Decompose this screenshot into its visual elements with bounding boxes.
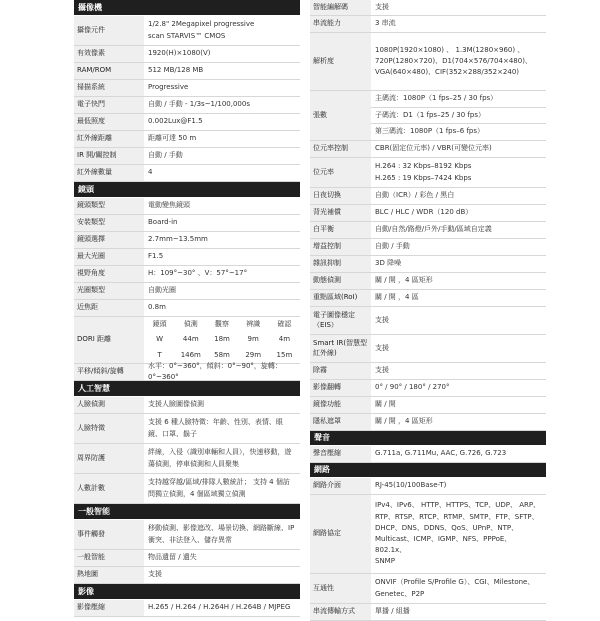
spec-row [74, 80, 300, 97]
spec-value-line: 支援 [148, 570, 162, 579]
spec-label: 解析度 [310, 33, 371, 90]
section-header: 影像 [74, 584, 300, 600]
spec-row [74, 97, 300, 114]
spec-label: 有效像素 [74, 46, 144, 62]
spec-value-line: 蕩偵測，停車偵測和人員聚集 [148, 459, 239, 468]
spec-value [144, 80, 300, 96]
spec-value-line: 單播 / 組播 [375, 607, 410, 616]
spec-value-line: 自動 / 手動 [148, 151, 183, 160]
spec-value-line: SNMP [375, 557, 395, 566]
spec-label: 周界防護 [74, 444, 144, 473]
spec-label: 視野角度 [74, 266, 144, 282]
spec-value-line: RTP、RTSP、RTCP、RTMP、SMTP、FTP、SFTP、 [375, 512, 539, 521]
spec-value-line: 距離可達 50 m [148, 134, 197, 143]
spec-value-line: Multicast、ICMP、IGMP、NFS、PPPoE、802.1x、 [375, 535, 512, 555]
dori-cell: 44m [182, 335, 199, 344]
spec-value-line: G.711a, G.711Mu, AAC, G.726, G.723 [375, 449, 507, 458]
spec-row [310, 273, 546, 290]
spec-value-line: 支援 [375, 343, 389, 352]
spec-label: 最低照度 [74, 114, 144, 130]
spec-value [371, 158, 546, 187]
spec-value [144, 361, 300, 381]
spec-row [310, 16, 546, 33]
spec-value [144, 131, 300, 147]
spec-label: 張數 [310, 91, 371, 140]
spec-value-line: 0.002Lux@F1.5 [148, 117, 203, 126]
spec-value-line: Progressive [148, 83, 189, 92]
spec-value [144, 114, 300, 130]
spec-value [144, 97, 300, 113]
section-header: 人工智慧 [74, 381, 300, 397]
spec-row [74, 361, 300, 381]
spec-value-line: H：109°~30° 、V：57°~17° [148, 269, 248, 278]
section-header: 一般智能 [74, 504, 300, 520]
spec-value-line: Genetec、P2P [375, 589, 425, 598]
spec-row [310, 335, 546, 363]
spec-value-line: 物品遺留 / 遺失 [148, 553, 197, 562]
spec-label: 人臉偵測 [74, 397, 144, 413]
spec-value [144, 300, 300, 316]
spec-value-line: 自動 / 手動 [375, 242, 410, 251]
spec-label: 最大光圈 [74, 249, 144, 265]
spec-value [371, 495, 546, 573]
spec-value [371, 478, 546, 494]
spec-row [74, 63, 300, 80]
dori-cell: 9m [247, 335, 259, 344]
spec-row [310, 380, 546, 397]
spec-value [144, 550, 300, 566]
spec-row [310, 222, 546, 239]
spec-label: 事件觸發 [74, 520, 144, 549]
spec-value [144, 567, 300, 583]
spec-value [371, 307, 546, 334]
spec-row [74, 148, 300, 165]
spec-label: 近焦距 [74, 300, 144, 316]
spec-label: 動態偵測 [310, 273, 371, 289]
spec-value [144, 397, 300, 413]
spec-value [371, 141, 546, 157]
spec-value-line: 絆線，入侵（識別車輛和人員），快速移動，遊 [148, 448, 292, 457]
spec-label: 電子圖像穩定（EIS） [310, 307, 371, 334]
spec-value [371, 414, 546, 430]
spec-value-line: 水平：0°~360°，傾斜：0°~90°，旋轉：0°~360° [148, 361, 282, 381]
spec-row [74, 165, 300, 182]
spec-value-line: 關 / 開 ，4 區矩形 [375, 417, 433, 426]
spec-label: 網路介面 [310, 478, 371, 494]
spec-value-line: scan STARVIS™ CMOS [148, 31, 226, 40]
section-header: 聲音 [310, 431, 546, 446]
dori-table [144, 317, 300, 363]
spec-row [310, 0, 546, 16]
spec-label: 平移/傾斜/旋轉 [74, 364, 144, 380]
spec-value [144, 520, 300, 549]
spec-label: 背光補償 [310, 205, 371, 221]
spec-row [74, 397, 300, 414]
spec-label: 位元率控制 [310, 141, 371, 157]
spec-row [74, 567, 300, 584]
spec-label: DORI 距離 [74, 317, 144, 363]
spec-value-line: 關 / 開 ，4 區 [375, 293, 419, 302]
dori-cell: 146m [180, 350, 201, 359]
spec-row [74, 444, 300, 474]
spec-value-line: 2.7mm~13.5mm [148, 235, 208, 244]
spec-value [144, 165, 300, 181]
spec-value [144, 444, 300, 473]
spec-value [371, 604, 546, 620]
spec-value-line: DHCP、DNS、DDNS、QoS、UPnP、NTP、 [375, 523, 519, 532]
dori-cell: 4m [278, 335, 291, 344]
spec-label: 鏡頭選擇 [74, 232, 144, 248]
spec-value-line: 3 串流 [375, 19, 396, 28]
spec-value-line: 自動/自然/路燈/戶外/手動/區域自定義 [375, 225, 492, 234]
dori-cell: 偵測 [183, 319, 198, 328]
spec-label: 一般智能 [74, 550, 144, 566]
spec-value [144, 474, 300, 503]
spec-row [74, 283, 300, 300]
spec-value [371, 205, 546, 221]
dori-cell: 辨識 [246, 319, 261, 328]
spec-label: 隱私遮罩 [310, 414, 371, 430]
spec-row [74, 520, 300, 550]
spec-value [371, 33, 546, 90]
spec-value-line: ONVIF（Profile S/Profile G）、CGI、Milestone、 [375, 578, 535, 587]
spec-value-line: 支持越穿越/區域/排隊人數統計； 支持 4 個訪 [148, 478, 290, 487]
spec-value [371, 91, 546, 140]
spec-label: 智能編解碼 [310, 0, 371, 15]
dori-cell: 18m [214, 335, 230, 344]
spec-value [144, 600, 300, 616]
spec-value-line: F1.5 [148, 252, 164, 261]
spec-value-line: CBR(固定位元率) / VBR(可變位元率) [375, 144, 492, 153]
spec-value [371, 335, 546, 362]
spec-row [74, 198, 300, 215]
spec-value [144, 249, 300, 265]
spec-row [74, 232, 300, 249]
spec-value-line: 支援 [375, 315, 389, 324]
spec-label: 人數計數 [74, 474, 144, 503]
spec-value [144, 198, 300, 214]
spec-value-line: 512 MB/128 MB [148, 66, 204, 75]
spec-label: 串流傳輸方式 [310, 604, 371, 620]
spec-value-line: 衝突、非法登入、儲存異常 [148, 535, 232, 544]
spec-label: 光圈類型 [74, 283, 144, 299]
spec-value-line: 自動（ICR）/ 彩色 / 黑白 [375, 191, 455, 200]
spec-value [144, 283, 300, 299]
spec-label: 紅外線數量 [74, 165, 144, 181]
dori-cell: T [157, 350, 162, 359]
dori-cell: 鏡頭 [152, 319, 167, 328]
section-header: 網路 [310, 463, 546, 478]
spec-value-line: 0° / 90° / 180° / 270° [375, 383, 450, 392]
spec-value-line: 鏡、口罩、鬍子 [148, 429, 197, 438]
spec-row [310, 414, 546, 431]
spec-value [144, 266, 300, 282]
spec-value [371, 290, 546, 306]
spec-label: RAM/ROM [74, 63, 144, 79]
spec-row [310, 604, 546, 621]
spec-label: 互通性 [310, 574, 371, 603]
spec-value-line: 720P(1280×720)、D1(704×576/704×480)、 [375, 56, 532, 65]
spec-row [310, 256, 546, 273]
spec-value [371, 188, 546, 204]
spec-row [74, 249, 300, 266]
spec-label: 白平衡 [310, 222, 371, 238]
spec-row [74, 474, 300, 504]
spec-value-line: VGA(640×480)、CIF(352×288/352×240) [375, 68, 520, 77]
spec-label: 紅外線距離 [74, 131, 144, 147]
spec-value-line: 1920(H)×1080(V) [148, 49, 211, 58]
spec-value [371, 446, 546, 462]
spec-value [371, 397, 546, 413]
spec-value [144, 46, 300, 62]
spec-value [144, 16, 300, 45]
spec-value-line: RJ-45(10/100Base-T) [375, 481, 447, 490]
spec-value-line: IPv4、IPv6、 HTTP、HTTPS、TCP、UDP、 ARP、 [375, 501, 541, 510]
dori-cell: W [156, 335, 164, 344]
spec-value-line: H.265 : 19 Kbps–7424 Kbps [375, 173, 472, 182]
section-header: 鏡頭 [74, 182, 300, 198]
spec-value-line: 4 [148, 168, 153, 177]
spec-row [74, 600, 300, 617]
spec-value [144, 63, 300, 79]
spec-label: 串流能力 [310, 16, 371, 32]
spec-label: 掃描系統 [74, 80, 144, 96]
spec-label: 安裝類型 [74, 215, 144, 231]
spec-label: Smart IR(智慧型紅外線) [310, 335, 371, 362]
spec-row [74, 300, 300, 317]
dori-cell: 58m [214, 350, 230, 359]
spec-label: 影像壓縮 [74, 600, 144, 616]
spec-label: 日夜切換 [310, 188, 371, 204]
spec-value-line: H.265 / H.264 / H.264H / H.264B / MJPEG [148, 603, 291, 612]
spec-value-line: 移動偵測、影像遮改、場景切換、網路斷線、IP [148, 524, 295, 533]
dori-cell: 觀察 [214, 319, 229, 328]
spec-value [371, 222, 546, 238]
spec-row [310, 188, 546, 205]
spec-value-line: 3D 降噪 [375, 259, 402, 268]
spec-value [371, 380, 546, 396]
section-header: 攝像機 [74, 0, 300, 16]
spec-row [74, 131, 300, 148]
spec-value [144, 148, 300, 164]
spec-row [310, 446, 546, 463]
spec-row [310, 290, 546, 307]
spec-value-line: 主碼流：1080P（1 fps–25 / 30 fps） [375, 94, 498, 103]
spec-value-line: 自動光圈 [148, 286, 176, 295]
spec-value [144, 414, 300, 443]
spec-value [371, 239, 546, 255]
spec-row [74, 317, 300, 364]
dori-cell: 29m [245, 350, 262, 359]
spec-label: 鏡頭類型 [74, 198, 144, 214]
spec-row [74, 550, 300, 567]
spec-value [371, 273, 546, 289]
right-spec-column [310, 0, 546, 621]
spec-value-line: Board-in [148, 218, 178, 227]
spec-label: 鏡像功能 [310, 397, 371, 413]
spec-value-line: 問獨立偵測，4 個區域獨立偵測 [148, 489, 246, 498]
spec-value-line: 支援 [375, 366, 389, 375]
spec-value-line: 自動 / 手動 - 1/3s~1/100,000s [148, 100, 250, 109]
spec-label: 人臉特徵 [74, 414, 144, 443]
spec-label: 除霧 [310, 363, 371, 379]
dori-cell: 15m [276, 350, 293, 359]
spec-row [74, 215, 300, 232]
spec-label: 影像翻轉 [310, 380, 371, 396]
spec-value-line: 支援人臉圖像偵測 [148, 400, 204, 409]
spec-label: IR 開/關控制 [74, 148, 144, 164]
dori-cell: 確認 [277, 319, 292, 328]
spec-value-line: BLC / HLC / WDR（120 dB） [375, 208, 473, 217]
spec-label: 熱地圖 [74, 567, 144, 583]
spec-value-line: 支援 [375, 2, 389, 11]
spec-row [310, 495, 546, 574]
spec-row [310, 363, 546, 380]
spec-value [371, 0, 546, 15]
spec-row [310, 307, 546, 335]
spec-value [371, 16, 546, 32]
spec-value-line: 1/2.8" 2Megapixel progressive [148, 20, 255, 29]
spec-row [310, 158, 546, 188]
spec-value-line: 子碼流：D1（1 fps–25 / 30 fps） [371, 107, 546, 124]
spec-value-line: 支援 6 種人臉特徵：年齡、性別、表情、眼 [148, 418, 283, 427]
spec-value-line: 關 / 開 ，4 區矩形 [375, 276, 433, 285]
spec-value-line: 電動變焦鏡頭 [148, 201, 190, 210]
spec-row [74, 266, 300, 283]
spec-label: 雜訊抑制 [310, 256, 371, 272]
spec-row [310, 91, 546, 141]
spec-value [144, 215, 300, 231]
spec-row [74, 114, 300, 131]
spec-row [74, 16, 300, 46]
spec-label: 攝像元件 [74, 16, 144, 45]
spec-value-line: 1080P(1920×1080) 、 1.3M(1280×960) 、 [375, 45, 525, 54]
spec-value [371, 256, 546, 272]
spec-value-line: 關 / 開 [375, 400, 396, 409]
spec-value [371, 574, 546, 603]
spec-row [310, 205, 546, 222]
spec-row [310, 141, 546, 158]
spec-label: 增益控制 [310, 239, 371, 255]
spec-label: 網路協定 [310, 495, 371, 573]
spec-label: 重點區域(RoI) [310, 290, 371, 306]
spec-row [74, 46, 300, 63]
spec-label: 聲音壓縮 [310, 446, 371, 462]
spec-value [371, 363, 546, 379]
spec-value [144, 232, 300, 248]
spec-row [310, 33, 546, 91]
spec-label: 電子快門 [74, 97, 144, 113]
spec-value-line: 0.8m [148, 303, 166, 312]
spec-value-line: 第三碼流：1080P（1 fps–6 fps） [371, 123, 546, 140]
spec-label: 位元率 [310, 158, 371, 187]
spec-row [310, 239, 546, 256]
spec-value-line: H.264 : 32 Kbps–8192 Kbps [375, 162, 472, 171]
left-spec-column [74, 0, 300, 617]
spec-row [310, 478, 546, 495]
spec-row [310, 397, 546, 414]
spec-row [74, 414, 300, 444]
